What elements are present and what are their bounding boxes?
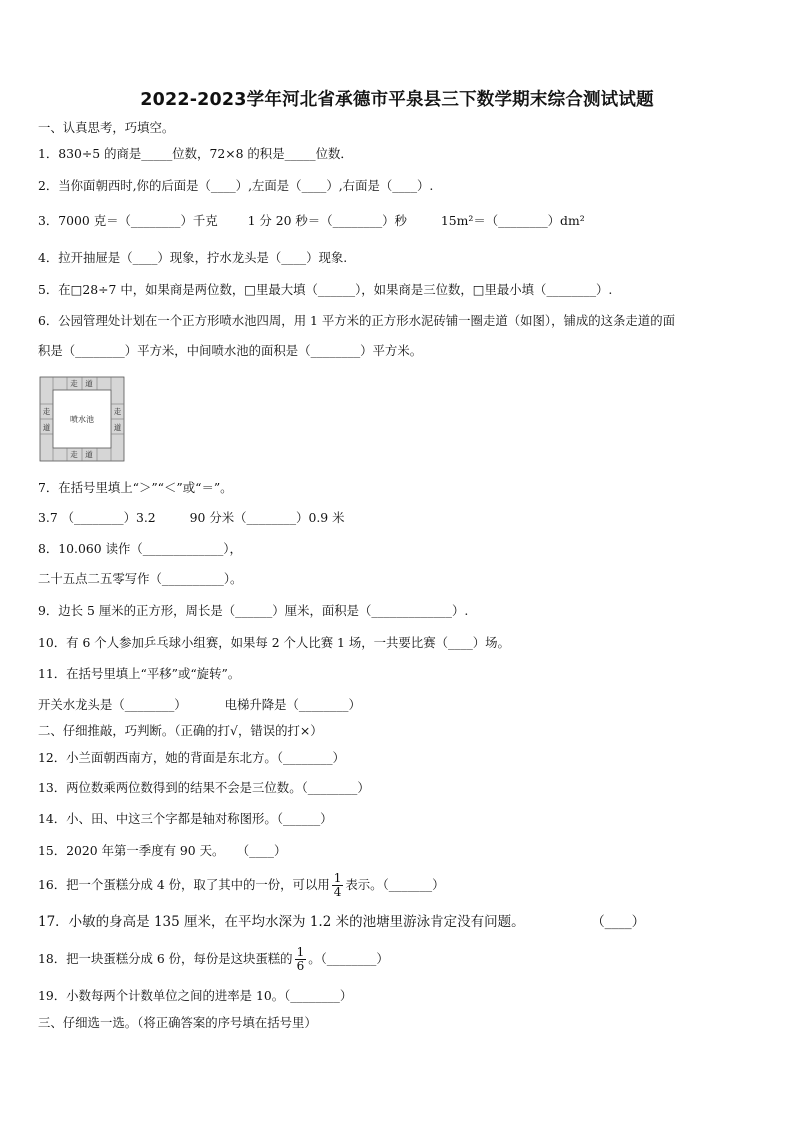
question-15: 15．2020 年第一季度有 90 天。 （____） [38,843,287,858]
question-1: 1．830÷5 的商是_____位数，72×8 的积是_____位数． [38,146,353,161]
pool-label: 喷水池 [70,415,94,424]
question-11-items [38,697,361,713]
question-14: 14．小、田、中这三个字都是轴对称图形。（______） [38,811,333,826]
question-12: 12．小兰面朝西南方，她的背面是东北方。（________） [38,750,345,765]
fraction-numerator: 1 [296,945,305,959]
section-2-heading: 二、仔细推敲，巧判断。（正确的打√，错误的打×） [38,723,323,738]
question-6-line-2: 积是（________）平方米，中间喷水池的面积是（________）平方米。 [38,343,423,358]
question-11-part-a: 开关水龙头是（________） [38,697,187,712]
question-8-line-2: 二十五点二五零写作（__________）。 [38,571,243,586]
question-3-part-c: 15m²＝（________）dm² [440,213,585,228]
fraction-numerator: 1 [333,871,342,885]
question-3-part-a: 3．7000 克＝（________）千克 [38,213,218,228]
question-2: 2．当你面朝西时,你的后面是（____）,左面是（____）,右面是（____）. [38,178,434,193]
walk-label-top-2: 道 [85,379,93,388]
question-3 [38,213,585,229]
question-13: 13．两位数乘两位数得到的结果不会是三位数。（________） [38,780,370,795]
section-3-heading: 三、仔细选一选。（将正确答案的序号填在括号里） [38,1015,317,1030]
question-16-text-a: 16．把一个蛋糕分成 4 份，取了其中的一份，可以用 [38,877,330,892]
walkway-figure [39,376,125,462]
fraction-one-quarter [332,872,344,899]
question-16-text-b: 表示。（_______） [345,877,445,892]
question-3-part-b: 1 分 20 秒＝（________）秒 [247,213,407,228]
page-title: 2022-2023学年河北省承德市平泉县三下数学期末综合测试试题 [140,90,654,110]
walk-label-bottom-1: 走 [70,450,78,459]
question-6-line-1: 6．公园管理处计划在一个正方形喷水池四周，用 1 平方米的正方形水泥砖铺一圈走道（如图），铺成的这条走道的面 [38,313,675,328]
question-7-items [38,510,344,526]
question-16 [38,868,445,902]
question-19: 19．小数每两个计数单位之间的进率是 10。（________） [38,988,353,1003]
question-5: 5．在□28÷7 中，如果商是两位数，□里最大填（______），如果商是三位数，□里最小填（________）. [38,282,613,297]
question-11-part-b: 电梯升降是（________） [224,697,361,712]
walk-label-bottom-2: 道 [85,450,93,459]
walk-label-top-1: 走 [70,379,78,388]
question-7-part-b: 90 分米（________）0.9 米 [189,510,345,525]
fraction-denominator: 4 [333,885,342,899]
question-8-line-1: 8．10.060 读作（_____________）， [38,541,242,556]
question-10: 10．有 6 个人参加乒乓球小组赛，如果每 2 个人比赛 1 场，一共要比赛（____）场。 [38,635,510,650]
walk-label-right-1: 走 [113,407,122,416]
question-9: 9．边长 5 厘米的正方形，周长是（______）厘米，面积是（_____________）. [38,603,469,618]
fraction-denominator: 6 [296,959,305,973]
question-17-text: 17．小敏的身高是 135 厘米，在平均水深为 1.2 米的池塘里游泳肯定没有问题。 [38,914,525,930]
walk-label-left-2: 道 [42,423,51,432]
walk-label-right-2: 道 [113,423,122,432]
question-18 [38,942,389,976]
fraction-one-sixth [295,946,307,973]
section-1-heading: 一、认真思考，巧填空。 [38,120,175,135]
walk-label-left-1: 走 [42,407,51,416]
question-7-part-a: 3.7 （________）3.2 [38,510,156,525]
question-18-text-b: 。（________） [308,951,389,966]
question-18-text-a: 18．把一块蛋糕分成 6 份，每份是这块蛋糕的 [38,951,293,966]
question-17-answer-blank: （____） [591,914,646,930]
question-7: 7．在括号里填上“＞”“＜”或“＝”。 [38,480,233,495]
question-4: 4．拉开抽屉是（____）现象，拧水龙头是（____）现象. [38,250,348,265]
question-11: 11．在括号里填上“平移”或“旋转”。 [38,666,241,681]
question-17 [38,914,645,930]
